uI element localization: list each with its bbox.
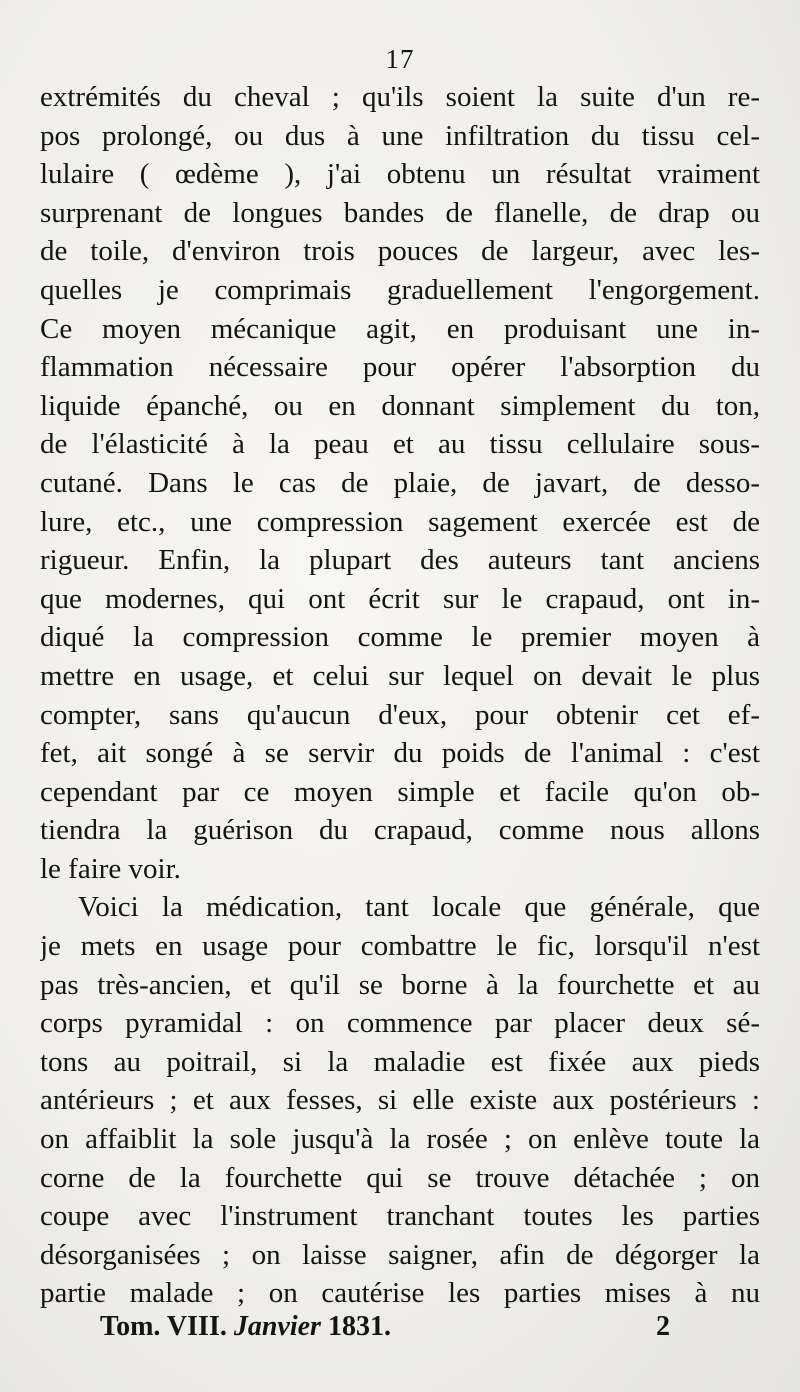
text-line: que modernes, qui ont écrit sur le crapaud, ont in- [40,582,760,615]
text-line: lure, etc., une compression sagement exercée est de [40,505,760,538]
text-line: de toile, d'environ trois pouces de largeur, avec les- [40,235,760,268]
text-line: tiendra la guérison du crapaud, comme nous allons [40,814,760,847]
text-line: de l'élasticité à la peau et au tissu cellulaire sous- [40,428,760,461]
issue-month: Janvier [233,1311,321,1342]
tome-label: Tom. VIII. [100,1311,227,1342]
text-line: liquide épanché, ou en donnant simplement du ton, [40,389,760,422]
text-line: quelles je comprimais graduellement l'engorgement. [40,273,760,306]
issue-year: 1831. [327,1311,391,1342]
text-line: tons au poitrail, si la maladie est fixée aux pieds [40,1045,760,1078]
body-text [40,78,760,1313]
text-line: je mets en usage pour combattre le fic, lorsqu'il n'est [40,930,760,963]
text-line: cutané. Dans le cas de plaie, de javart, de desso- [40,466,760,499]
text-line: lulaire ( œdème ), j'ai obtenu un résultat vraiment [40,158,760,191]
text-line: désorganisées ; on laisse saigner, afin de dégorger la [40,1238,760,1271]
text-line: corne de la fourchette qui se trouve détachée ; on [40,1161,760,1194]
text-line: compter, sans qu'aucun d'eux, pour obtenir cet ef- [40,698,760,731]
text-line: corps pyramidal : on commence par placer deux sé- [40,1007,760,1040]
issue-info [100,1310,391,1344]
paragraph-start-line: Voici la médication, tant locale que générale, que [78,891,760,924]
page-number: 17 [385,44,415,74]
text-line: mettre en usage, et celui sur lequel on devait le plus [40,659,760,692]
text-line: on affaiblit la sole jusqu'à la rosée ; on enlève toute la [40,1123,760,1156]
signature-mark: 2 [656,1311,670,1342]
text-line: Ce moyen mécanique agit, en produisant une in- [40,312,760,345]
text-line: diqué la compression comme le premier moyen à [40,621,760,654]
text-line: extrémités du cheval ; qu'ils soient la suite d'un re- [40,81,760,113]
text-line: fet, ait songé à se servir du poids de l'animal : c'est [40,737,760,770]
page-footer [100,1310,670,1344]
text-line: pos prolongé, ou dus à une infiltration du tissu cel- [40,119,760,152]
text-line: antérieurs ; et aux fesses, si elle existe aux postérieurs : [40,1084,760,1117]
text-line: partie malade ; on cautérise les parties mises à nu [40,1277,760,1310]
paragraph-end-line: le faire voir. [40,852,181,885]
text-line: pas très-ancien, et qu'il se borne à la fourchette et au [40,968,760,1001]
text-line: coupe avec l'instrument tranchant toutes les parties [40,1200,760,1233]
text-line: cependant par ce moyen simple et facile qu'on ob- [40,775,760,808]
text-line: rigueur. Enfin, la plupart des auteurs tant anciens [40,544,760,577]
text-line: surprenant de longues bandes de flanelle, de drap ou [40,196,760,229]
text-line: flammation nécessaire pour opérer l'absorption du [40,351,760,384]
